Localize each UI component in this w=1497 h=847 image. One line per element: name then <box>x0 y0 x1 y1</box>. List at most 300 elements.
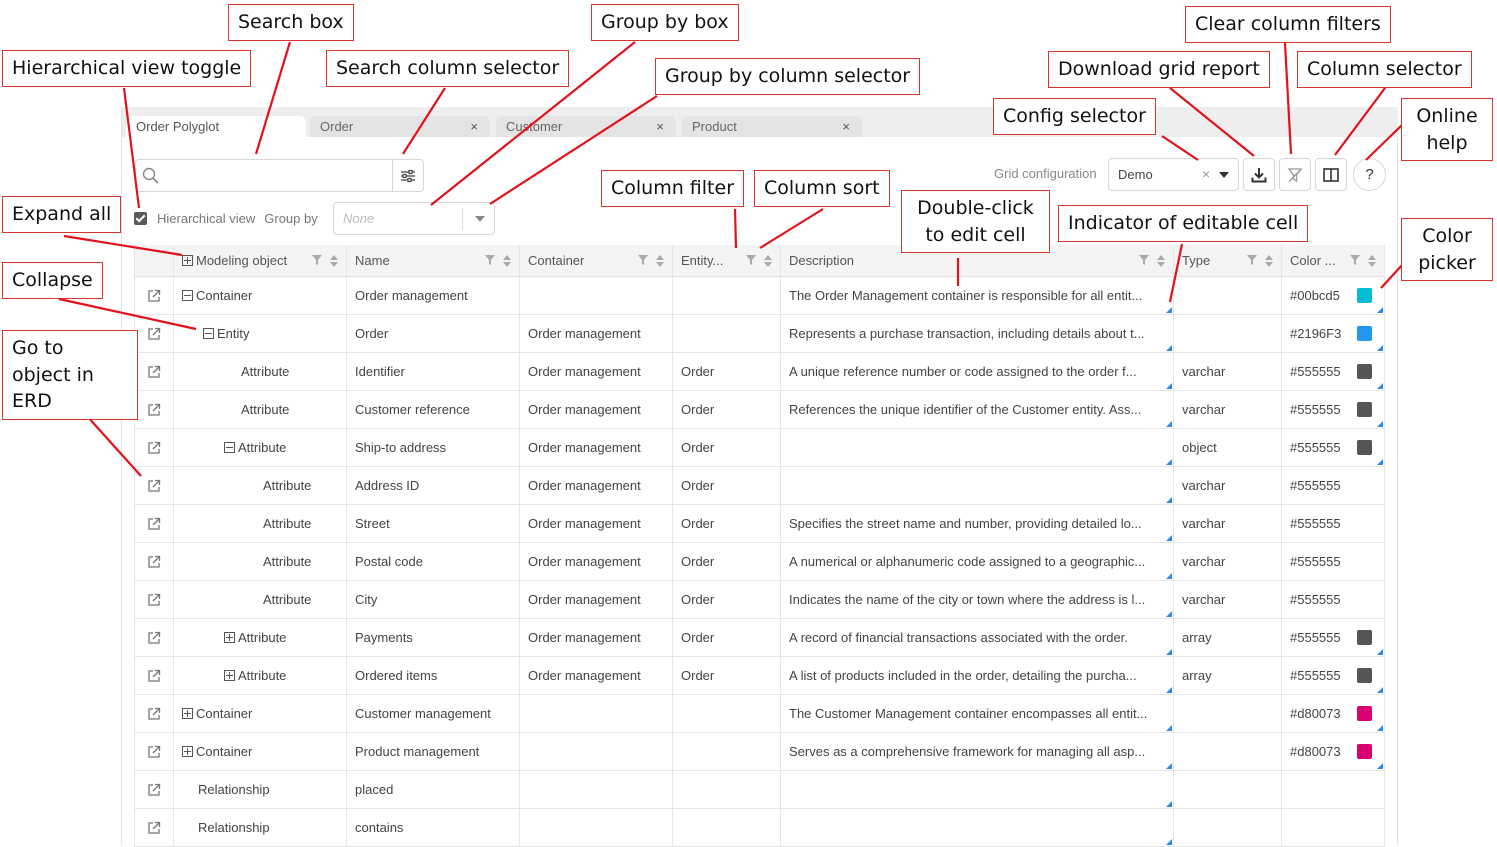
cell-container[interactable] <box>520 467 673 504</box>
cell-text: Order <box>681 478 715 493</box>
cell-text: Specifies the street name and number, providing detailed lo... <box>789 516 1142 531</box>
cell-text: varchar <box>1182 516 1226 531</box>
external-link-icon[interactable] <box>147 517 161 531</box>
cell-color[interactable] <box>1282 657 1385 694</box>
cell-object[interactable] <box>174 619 347 656</box>
cell-container[interactable] <box>520 315 673 352</box>
cell-description[interactable] <box>781 581 1174 618</box>
go-to-object-cell[interactable] <box>134 581 174 618</box>
cell-text: varchar <box>1182 592 1226 607</box>
cell-container[interactable] <box>520 695 673 732</box>
cell-text: Order management <box>528 326 641 341</box>
cell-entity[interactable] <box>673 695 781 732</box>
external-link-icon[interactable] <box>147 403 161 417</box>
cell-name[interactable] <box>347 315 520 352</box>
cell-type[interactable] <box>1174 505 1282 542</box>
cell-text: Attribute <box>241 402 290 417</box>
editable-indicator <box>1166 839 1172 845</box>
cell-color[interactable] <box>1282 429 1385 466</box>
cell-description[interactable] <box>781 467 1174 504</box>
table-row[interactable] <box>134 657 1385 695</box>
cell-text: Order management <box>528 668 641 683</box>
cell-text: A numerical or alphanumeric code assigned to a geographic... <box>789 554 1146 569</box>
cell-text: A list of products included in the order, detailing the purcha... <box>789 668 1137 683</box>
column-selector-button[interactable] <box>1315 158 1347 191</box>
table-row[interactable] <box>134 353 1385 391</box>
cell-text: Indicates the name of the city or town where the address is l... <box>789 592 1146 607</box>
go-to-object-cell[interactable] <box>134 619 174 656</box>
cell-type[interactable] <box>1174 467 1282 504</box>
cell-entity[interactable] <box>673 581 781 618</box>
download-icon <box>1251 167 1267 183</box>
collapse-icon[interactable] <box>224 442 235 453</box>
cell-name[interactable] <box>347 733 520 770</box>
cell-text: #555555 <box>1290 440 1341 455</box>
color-picker-swatch[interactable] <box>1357 288 1372 303</box>
cell-text: Relationship <box>198 782 270 797</box>
cell-container[interactable] <box>520 543 673 580</box>
cell-container[interactable] <box>520 657 673 694</box>
hierarchical-view-checkbox[interactable] <box>134 212 147 225</box>
cell-text: Order management <box>528 592 641 607</box>
tab-label: Customer <box>506 119 563 134</box>
cell-text: Order management <box>528 364 641 379</box>
callout-editable-indicator: Indicator of editable cell <box>1058 205 1308 242</box>
filter-clear-icon <box>1287 167 1303 183</box>
cell-entity[interactable] <box>673 771 781 808</box>
cell-container[interactable] <box>520 581 673 618</box>
go-to-object-cell[interactable] <box>134 429 174 466</box>
cell-name[interactable] <box>347 429 520 466</box>
color-picker-swatch[interactable] <box>1357 402 1372 417</box>
view-options <box>134 208 318 228</box>
cell-name[interactable] <box>347 505 520 542</box>
table-row[interactable] <box>134 429 1385 467</box>
cell-container[interactable] <box>520 809 673 846</box>
cell-description[interactable] <box>781 277 1174 314</box>
cell-text: #d80073 <box>1290 744 1341 759</box>
color-picker-swatch[interactable] <box>1357 630 1372 645</box>
cell-object[interactable] <box>174 543 347 580</box>
cell-entity[interactable] <box>673 467 781 504</box>
column-header-name[interactable] <box>347 245 520 276</box>
close-icon[interactable]: × <box>656 119 664 134</box>
cell-object[interactable] <box>174 581 347 618</box>
cell-color[interactable] <box>1282 505 1385 542</box>
sort-icon[interactable] <box>1265 255 1273 267</box>
column-header-container[interactable] <box>520 245 673 276</box>
table-row[interactable] <box>134 277 1385 315</box>
cell-type[interactable] <box>1174 543 1282 580</box>
cell-text: varchar <box>1182 364 1226 379</box>
go-to-object-cell[interactable] <box>134 391 174 428</box>
cell-description[interactable] <box>781 315 1174 352</box>
callout-search-box: Search box <box>228 4 354 41</box>
cell-name[interactable] <box>347 467 520 504</box>
cell-entity[interactable] <box>673 277 781 314</box>
cell-container[interactable] <box>520 429 673 466</box>
cell-description[interactable] <box>781 391 1174 428</box>
go-to-object-cell[interactable] <box>134 695 174 732</box>
filter-icon[interactable] <box>1247 255 1257 265</box>
callout-config-selector: Config selector <box>993 98 1156 135</box>
color-picker-swatch[interactable] <box>1357 326 1372 341</box>
cell-type[interactable] <box>1174 657 1282 694</box>
color-picker-swatch[interactable] <box>1357 440 1372 455</box>
cell-text: Container <box>196 288 253 303</box>
external-link-icon[interactable] <box>147 479 161 493</box>
cell-name[interactable] <box>347 391 520 428</box>
grid-header <box>134 245 1385 277</box>
callout-group-by-box: Group by box <box>591 4 739 41</box>
editable-indicator <box>1166 459 1172 465</box>
go-to-object-cell[interactable] <box>134 353 174 390</box>
external-link-icon[interactable] <box>147 593 161 607</box>
column-header-label: Type <box>1182 253 1211 268</box>
cell-object[interactable] <box>174 733 347 770</box>
cell-container[interactable] <box>520 353 673 390</box>
editable-indicator <box>1377 725 1383 731</box>
cell-entity[interactable] <box>673 543 781 580</box>
filter-icon[interactable] <box>485 255 495 265</box>
expand-icon[interactable] <box>182 746 193 757</box>
column-header-color[interactable] <box>1282 245 1385 276</box>
group-by-divider <box>462 208 463 230</box>
group-by-select[interactable] <box>333 202 495 235</box>
cell-text: A record of financial transactions associated with the order. <box>789 630 1128 645</box>
column-header-type[interactable] <box>1174 245 1282 276</box>
editable-indicator <box>1377 459 1383 465</box>
sliders-icon <box>400 169 416 183</box>
tab-order[interactable] <box>310 116 490 137</box>
tab-product[interactable] <box>682 116 862 137</box>
cell-text: Product management <box>355 744 480 759</box>
external-link-icon[interactable] <box>147 745 161 759</box>
cell-name[interactable] <box>347 277 520 314</box>
go-to-object-cell[interactable] <box>134 505 174 542</box>
external-link-icon[interactable] <box>147 631 161 645</box>
cell-type[interactable] <box>1174 277 1282 314</box>
cell-text: Attribute <box>263 554 312 569</box>
cell-entity[interactable] <box>673 809 781 846</box>
callout-column-selector: Column selector <box>1297 51 1472 88</box>
cell-object[interactable] <box>174 467 347 504</box>
table-row[interactable] <box>134 543 1385 581</box>
tab-order-polyglot[interactable] <box>126 116 306 137</box>
table-row[interactable] <box>134 467 1385 505</box>
cell-color[interactable] <box>1282 581 1385 618</box>
editable-indicator <box>1166 649 1172 655</box>
cell-object[interactable] <box>174 353 347 390</box>
cell-description[interactable] <box>781 657 1174 694</box>
table-row[interactable] <box>134 581 1385 619</box>
cell-type[interactable] <box>1174 695 1282 732</box>
filter-icon[interactable] <box>312 255 322 265</box>
clear-filters-button[interactable] <box>1279 158 1311 191</box>
editable-indicator <box>1377 649 1383 655</box>
editable-indicator <box>1166 421 1172 427</box>
external-link-icon[interactable] <box>147 707 161 721</box>
external-link-icon[interactable] <box>147 289 161 303</box>
cell-description[interactable] <box>781 353 1174 390</box>
cell-text: Relationship <box>198 820 270 835</box>
cell-text: #555555 <box>1290 478 1341 493</box>
grid-configuration-label: Grid configuration <box>994 166 1097 181</box>
download-report-button[interactable] <box>1243 158 1275 191</box>
cell-container[interactable] <box>520 505 673 542</box>
cell-text: Order <box>681 554 715 569</box>
editable-indicator <box>1377 421 1383 427</box>
cell-description[interactable] <box>781 809 1174 846</box>
callout-column-filter: Column filter <box>601 170 744 207</box>
filter-icon[interactable] <box>638 255 648 265</box>
external-link-icon[interactable] <box>147 365 161 379</box>
cell-text: Payments <box>355 630 413 645</box>
go-to-object-cell[interactable] <box>134 467 174 504</box>
tab-customer[interactable] <box>496 116 676 137</box>
cell-description[interactable] <box>781 543 1174 580</box>
cell-text: varchar <box>1182 402 1226 417</box>
cell-name[interactable] <box>347 695 520 732</box>
cell-text: #555555 <box>1290 402 1341 417</box>
cell-text: The Customer Management container encompasses all entit... <box>789 706 1148 721</box>
cell-text: Entity <box>217 326 250 341</box>
go-to-object-cell[interactable] <box>134 277 174 314</box>
color-picker-swatch[interactable] <box>1357 744 1372 759</box>
column-header-entity[interactable] <box>673 245 781 276</box>
cell-text: varchar <box>1182 554 1226 569</box>
table-row[interactable] <box>134 391 1385 429</box>
cell-entity[interactable] <box>673 657 781 694</box>
cell-text: #555555 <box>1290 668 1341 683</box>
editable-indicator <box>1377 687 1383 693</box>
table-row[interactable] <box>134 315 1385 353</box>
table-row[interactable] <box>134 619 1385 657</box>
cell-text: Order <box>681 592 715 607</box>
cell-container[interactable] <box>520 733 673 770</box>
cell-type[interactable] <box>1174 429 1282 466</box>
close-icon[interactable]: × <box>842 119 850 134</box>
cell-text: Customer management <box>355 706 491 721</box>
cell-color[interactable] <box>1282 315 1385 352</box>
cell-object[interactable] <box>174 315 347 352</box>
clear-icon[interactable]: × <box>1202 166 1211 182</box>
collapse-icon[interactable] <box>182 290 193 301</box>
cell-color[interactable] <box>1282 467 1385 504</box>
callout-expand-all: Expand all <box>2 196 121 233</box>
header-icons <box>312 255 338 267</box>
external-link-icon[interactable] <box>147 821 161 835</box>
cell-name[interactable] <box>347 809 520 846</box>
filter-icon[interactable] <box>1350 255 1360 265</box>
cell-color[interactable] <box>1282 695 1385 732</box>
go-to-object-cell[interactable] <box>134 771 174 808</box>
cell-color[interactable] <box>1282 809 1385 846</box>
sort-icon[interactable] <box>330 255 338 267</box>
online-help-button[interactable]: ? <box>1353 158 1386 191</box>
cell-type[interactable] <box>1174 771 1282 808</box>
chevron-down-icon[interactable] <box>475 216 485 222</box>
cell-container[interactable] <box>520 619 673 656</box>
cell-description[interactable] <box>781 771 1174 808</box>
cell-description[interactable] <box>781 505 1174 542</box>
cell-text: Container <box>196 744 253 759</box>
cell-text: #00bcd5 <box>1290 288 1340 303</box>
sort-icon[interactable] <box>1368 255 1376 267</box>
sort-icon[interactable] <box>764 255 772 267</box>
cell-type[interactable] <box>1174 733 1282 770</box>
table-row[interactable] <box>134 809 1385 847</box>
cell-color[interactable] <box>1282 771 1385 808</box>
cell-container[interactable] <box>520 771 673 808</box>
cell-container[interactable] <box>520 277 673 314</box>
expand-icon[interactable] <box>224 632 235 643</box>
sort-icon[interactable] <box>503 255 511 267</box>
cell-type[interactable] <box>1174 315 1282 352</box>
cell-type[interactable] <box>1174 619 1282 656</box>
cell-container[interactable] <box>520 391 673 428</box>
cell-object[interactable] <box>174 277 347 314</box>
config-selector[interactable] <box>1108 158 1239 191</box>
header-goto-column <box>134 245 174 276</box>
cell-entity[interactable] <box>673 733 781 770</box>
config-value: Demo <box>1118 167 1153 182</box>
cell-color[interactable] <box>1282 277 1385 314</box>
column-header-label: Modeling object <box>196 253 288 268</box>
cell-description[interactable] <box>781 619 1174 656</box>
callout-online-help: Online help <box>1401 98 1493 161</box>
cell-entity[interactable] <box>673 315 781 352</box>
cell-text: Attribute <box>263 592 312 607</box>
header-icons <box>1247 255 1273 267</box>
column-header-label: Description <box>789 253 855 268</box>
table-row[interactable] <box>134 733 1385 771</box>
close-icon[interactable]: × <box>470 119 478 134</box>
cell-entity[interactable] <box>673 353 781 390</box>
cell-description[interactable] <box>781 429 1174 466</box>
cell-entity[interactable] <box>673 505 781 542</box>
search-box[interactable] <box>135 159 393 192</box>
cell-color[interactable] <box>1282 733 1385 770</box>
cell-text: Represents a purchase transaction, including details about t... <box>789 326 1145 341</box>
editable-indicator <box>1377 345 1383 351</box>
go-to-object-cell[interactable] <box>134 733 174 770</box>
sort-icon[interactable] <box>1157 255 1165 267</box>
cell-entity[interactable] <box>673 391 781 428</box>
go-to-object-cell[interactable] <box>134 543 174 580</box>
filter-icon[interactable] <box>746 255 756 265</box>
cell-name[interactable] <box>347 771 520 808</box>
editable-indicator <box>1166 307 1172 313</box>
cell-description[interactable] <box>781 695 1174 732</box>
external-link-icon[interactable] <box>147 783 161 797</box>
cell-name[interactable] <box>347 657 520 694</box>
expand-all-icon[interactable] <box>182 255 193 266</box>
external-link-icon[interactable] <box>147 327 161 341</box>
go-to-object-cell[interactable] <box>134 315 174 352</box>
cell-color[interactable] <box>1282 353 1385 390</box>
table-row[interactable] <box>134 695 1385 733</box>
external-link-icon[interactable] <box>147 669 161 683</box>
cell-text: array <box>1182 668 1212 683</box>
cell-text: Order <box>681 364 715 379</box>
cell-description[interactable] <box>781 733 1174 770</box>
cell-object[interactable] <box>174 771 347 808</box>
cell-text: Ship-to address <box>355 440 447 455</box>
collapse-icon[interactable] <box>203 328 214 339</box>
color-picker-swatch[interactable] <box>1357 364 1372 379</box>
chevron-down-icon[interactable] <box>1219 172 1229 178</box>
editable-indicator <box>1166 687 1172 693</box>
editable-indicator <box>1166 763 1172 769</box>
cell-text: A unique reference number or code assigned to the order f... <box>789 364 1137 379</box>
external-link-icon[interactable] <box>147 441 161 455</box>
cell-object[interactable] <box>174 657 347 694</box>
callout-download-grid-report: Download grid report <box>1048 51 1270 88</box>
table-row[interactable] <box>134 771 1385 809</box>
cell-text: Attribute <box>238 630 287 645</box>
cell-text: Attribute <box>238 668 287 683</box>
filter-icon[interactable] <box>1139 255 1149 265</box>
cell-text: Postal code <box>355 554 423 569</box>
cell-object[interactable] <box>174 391 347 428</box>
cell-entity[interactable] <box>673 619 781 656</box>
data-grid <box>134 245 1385 847</box>
go-to-object-cell[interactable] <box>134 809 174 846</box>
cell-type[interactable] <box>1174 581 1282 618</box>
header-icons <box>638 255 664 267</box>
search-column-selector-button[interactable] <box>392 159 424 192</box>
cell-text: Address ID <box>355 478 420 493</box>
cell-text: placed <box>355 782 394 797</box>
cell-color[interactable] <box>1282 543 1385 580</box>
expand-icon[interactable] <box>224 670 235 681</box>
cell-color[interactable] <box>1282 619 1385 656</box>
cell-object[interactable] <box>174 505 347 542</box>
cell-color[interactable] <box>1282 391 1385 428</box>
cell-type[interactable] <box>1174 809 1282 846</box>
go-to-object-cell[interactable] <box>134 657 174 694</box>
color-picker-swatch[interactable] <box>1357 706 1372 721</box>
editable-indicator <box>1166 497 1172 503</box>
column-header-modeling-object[interactable] <box>174 245 347 276</box>
cell-name[interactable] <box>347 581 520 618</box>
cell-text: Customer reference <box>355 402 470 417</box>
sort-icon[interactable] <box>656 255 664 267</box>
color-picker-swatch[interactable] <box>1357 668 1372 683</box>
cell-text: array <box>1182 630 1212 645</box>
cell-name[interactable] <box>347 353 520 390</box>
column-header-label: Container <box>528 253 585 268</box>
cell-type[interactable] <box>1174 391 1282 428</box>
header-icons <box>485 255 511 267</box>
cell-entity[interactable] <box>673 429 781 466</box>
cell-object[interactable] <box>174 809 347 846</box>
editable-indicator <box>1166 573 1172 579</box>
cell-name[interactable] <box>347 619 520 656</box>
group-by-label: Group by <box>264 210 318 226</box>
cell-text: varchar <box>1182 478 1226 493</box>
table-row[interactable] <box>134 505 1385 543</box>
cell-object[interactable] <box>174 695 347 732</box>
expand-icon[interactable] <box>182 708 193 719</box>
cell-type[interactable] <box>1174 353 1282 390</box>
cell-text: Order management <box>528 402 641 417</box>
cell-object[interactable] <box>174 429 347 466</box>
cell-name[interactable] <box>347 543 520 580</box>
cell-text: #2196F3 <box>1290 326 1342 341</box>
external-link-icon[interactable] <box>147 555 161 569</box>
